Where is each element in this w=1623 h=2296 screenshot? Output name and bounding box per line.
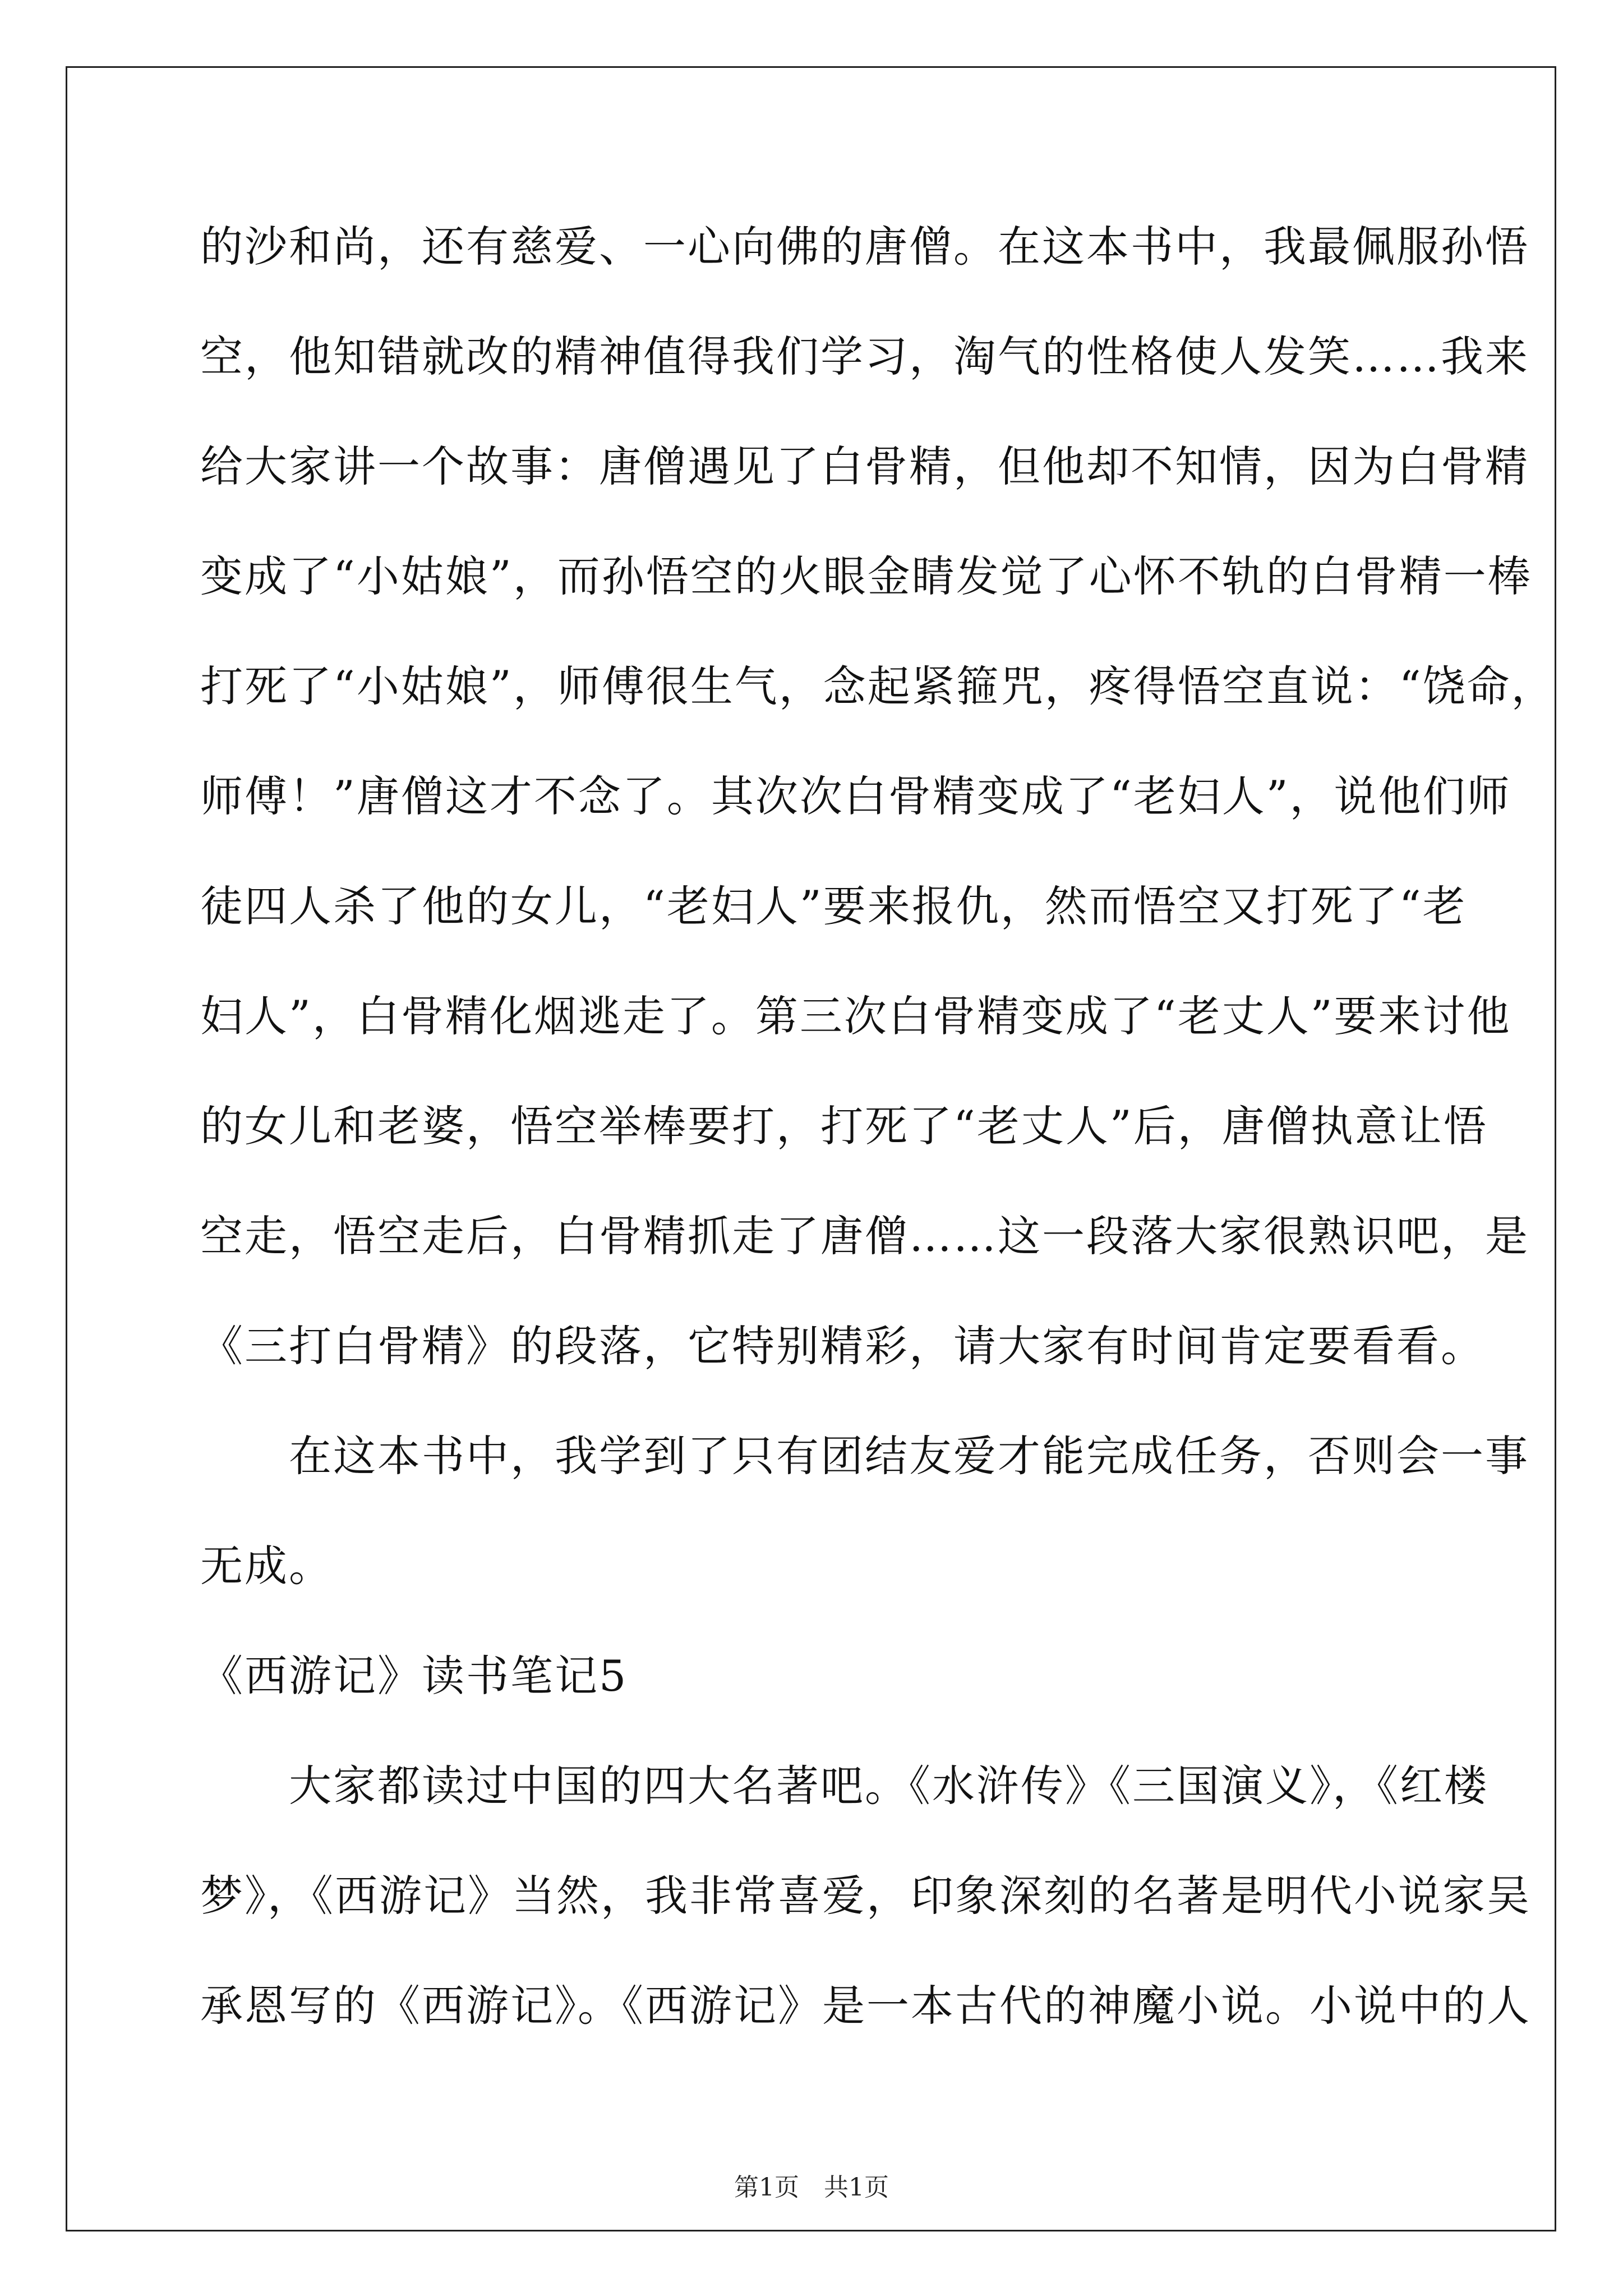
text-line: 的沙和尚，还有慈爱、一心向佛的唐僧。在这本书中，我最佩服孙悟 (200, 222, 1529, 272)
text-line: 的女儿和老婆，悟空举棒要打，打死了“老丈人”后，唐僧执意让悟 (200, 1101, 1488, 1151)
text-line: 承恩写的《西游记》。《西游记》是一本古代的神魔小说。小说中的人 (200, 1981, 1531, 2031)
text-line: 《三打白骨精》的段落，它特别精彩，请大家有时间肯定要看看。 (200, 1321, 1485, 1371)
text-line: 大家都读过中国的四大名著吧。《水浒传》《三国演义》，《红楼 (200, 1761, 1488, 1811)
text-line: 给大家讲一个故事：唐僧遇见了白骨精，但他却不知情，因为白骨精 (200, 441, 1529, 491)
text-line: 无成。 (200, 1541, 333, 1591)
text-line: 在这本书中，我学到了只有团结友爱才能完成任务，否则会一事 (200, 1431, 1529, 1481)
text-line: 变成了“小姑娘”，而孙悟空的火眼金睛发觉了心怀不轨的白骨精一棒 (200, 551, 1532, 601)
page-footer: 第1页 共1页 (734, 2173, 889, 2202)
text-line: 空走，悟空走后，白骨精抓走了唐僧……这一段落大家很熟识吧，是 (200, 1211, 1529, 1261)
text-line: 妇人”，白骨精化烟逃走了。第三次白骨精变成了“老丈人”要来讨他 (200, 991, 1511, 1041)
section-heading: 《西游记》读书笔记5 (200, 1651, 628, 1701)
text-line: 梦》，《西游记》当然，我非常喜爱，印象深刻的名著是明代小说家吴 (200, 1871, 1531, 1921)
text-line: 空，他知错就改的精神值得我们学习，淘气的性格使人发笑……我来 (200, 332, 1529, 381)
text-line: 师傅！”唐僧这才不念了。其次次白骨精变成了“老妇人”，说他们师 (200, 771, 1511, 821)
text-line: 打死了“小姑娘”，师傅很生气，念起紧箍咒，疼得悟空直说：“饶命， (200, 661, 1556, 711)
text-line: 徒四人杀了他的女儿，“老妇人”要来报仇，然而悟空又打死了“老 (200, 881, 1467, 931)
